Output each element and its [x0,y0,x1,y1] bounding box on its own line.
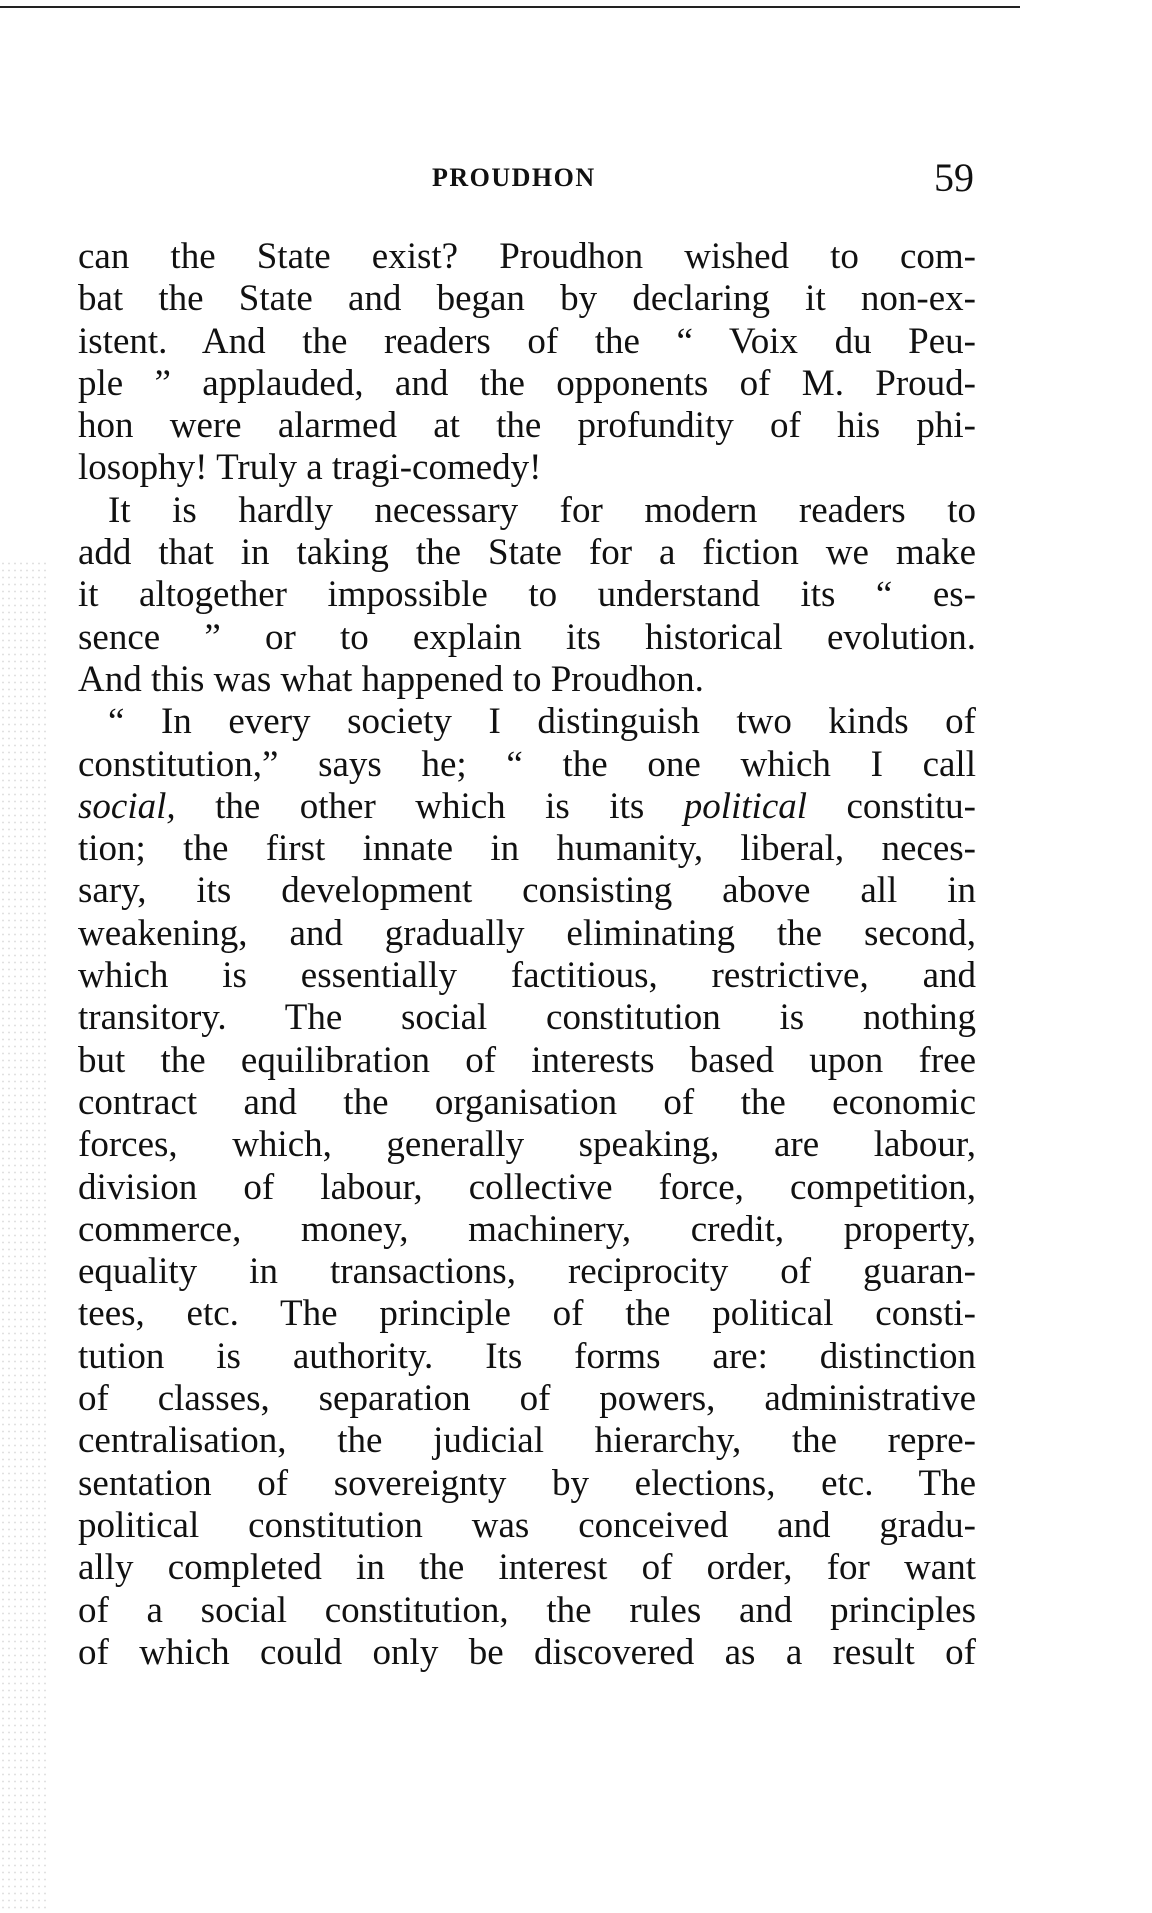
text-line: tution is authority. Its forms are: distinction [78,1335,976,1377]
text-line: ally completed in the interest of order, for want [78,1547,976,1589]
text-line: of classes, separation of powers, administrative [78,1378,976,1420]
text-line: centralisation, the judicial hierarchy, the repre- [78,1420,976,1462]
text-line: equality in transactions, reciprocity of guaran- [78,1251,976,1293]
text-line-italic [78,786,976,828]
text-line: sentation of sovereignty by elections, etc. The [78,1462,976,1504]
text-line: And this was what happened to Proudhon. [78,658,704,700]
text-line: hon were alarmed at the profundity of his phi- [78,405,976,447]
text-line: constitution,” says he; “ the one which I call [78,743,976,785]
text-line: transitory. The social constitution is nothing [78,997,976,1039]
text-line: istent. And the readers of the “ Voix du Peu- [78,320,976,362]
text-line: of which could only be discovered as a result of [78,1631,976,1673]
body-text [78,236,976,1674]
text-line: division of labour, collective force, competition, [78,1166,976,1208]
running-head: PROUDHON [432,163,596,192]
text-line: tion; the first innate in humanity, liberal, neces- [78,828,976,870]
text-line: of a social constitution, the rules and principles [78,1589,976,1631]
text-line: bat the State and began by declaring it non-ex- [78,278,976,320]
text-line: contract and the organisation of the economic [78,1081,976,1123]
page-number: 59 [934,155,974,200]
text-line: It is hardly necessary for modern readers to [108,489,976,531]
page-header [0,150,1152,210]
top-rule [0,6,1020,8]
text-line: sence ” or to explain its historical evolution. [78,616,976,658]
text-line: it altogether impossible to understand its “ es- [78,574,976,616]
italic-social: social, [78,785,176,827]
text-line: weakening, and gradually eliminating the second, [78,912,976,954]
italic-political-rest: constitu- [807,785,976,827]
text-line: can the State exist? Proudhon wished to com- [78,236,976,277]
text-line: political constitution was conceived and gradu- [78,1504,976,1546]
text-line: commerce, money, machinery, credit, property, [78,1208,976,1250]
italic-political: political [683,785,808,827]
text-line: ple ” applauded, and the opponents of M. Proud- [78,362,976,404]
text-line: sary, its development consisting above all in [78,870,976,912]
text-line: “ In every society I distinguish two kinds of [108,701,976,743]
text-line: forces, which, generally speaking, are labour, [78,1124,976,1166]
text-line: which is essentially factitious, restrictive, and [78,955,976,997]
italic-social-rest: the other which is its [175,785,684,827]
text-line: but the equilibration of interests based upon free [78,1039,976,1081]
text-line: add that in taking the State for a fiction we make [78,532,976,574]
text-line: losophy! Truly a tragi-comedy! [78,447,542,489]
scan-speckle [0,560,48,1913]
text-line: tees, etc. The principle of the political consti- [78,1293,976,1335]
